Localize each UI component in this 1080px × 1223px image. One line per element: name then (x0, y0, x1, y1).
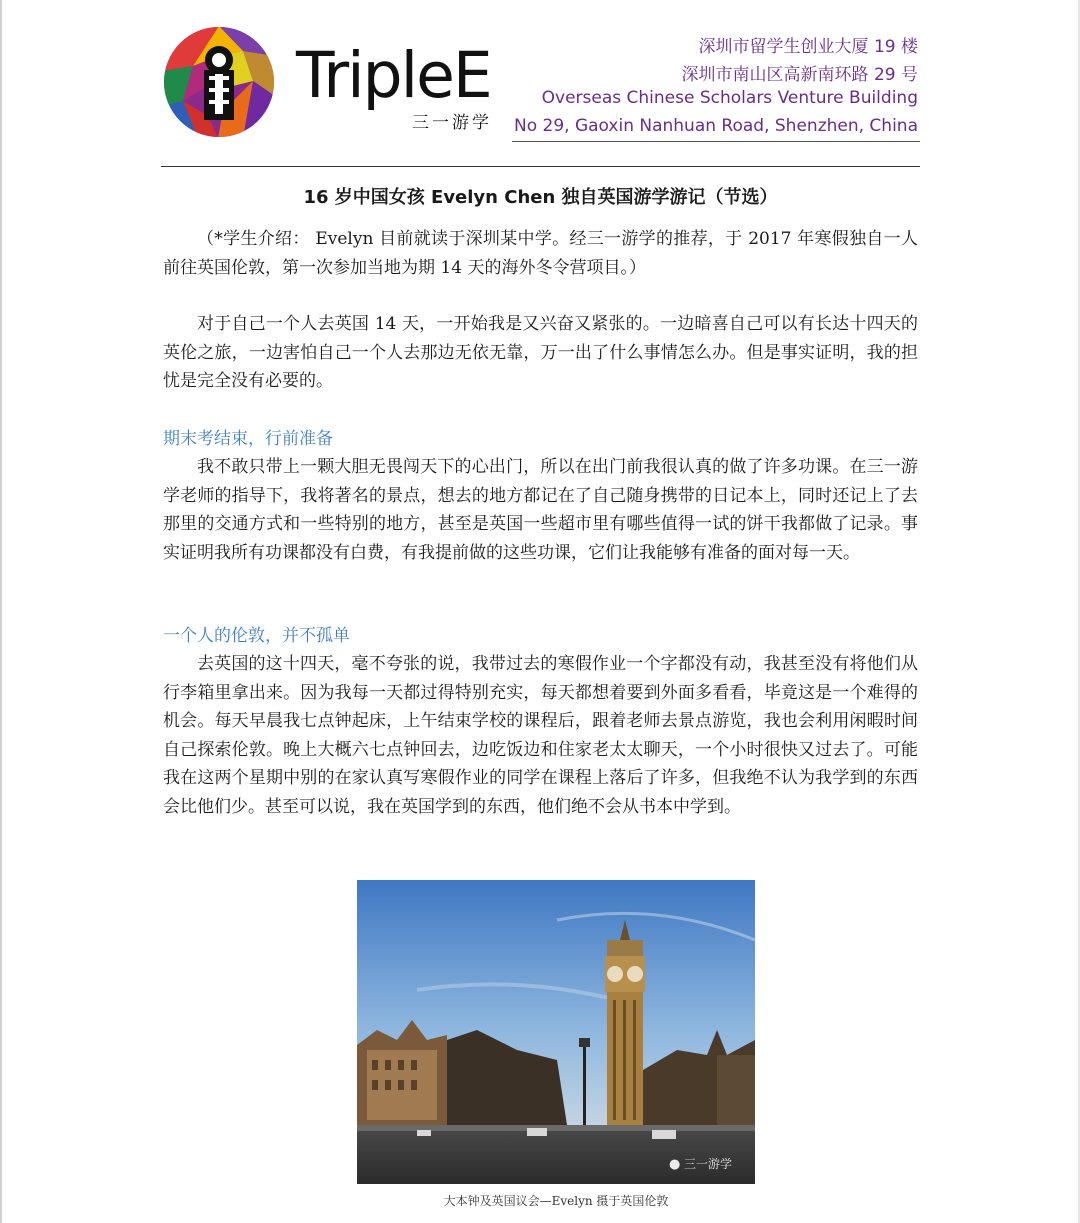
paragraph: 去英国的这十四天，毫不夸张的说，我带过去的寒假作业一个字都没有动，我甚至没有将他们从行李箱里拿出来。因为我每一天都过得特别充实，每天都想着要到外面多看看，毕竟这是一个难得的机会。每天早晨我七点钟起床，上午结束学校的课程后，跟着老师去景点游览，我也会利用闲暇时间自己探索伦敦。晚上大概六七点钟回去，边吃饭边和住家老太太聊天，一个小时很快又过去了。可能我在这两个星期中别的在家认真写寒假作业的同学在课程上落后了许多，但我绝不认为我学到的东西会比他们少。甚至可以说，我在英国学到的东西，他们绝不会从书本中学到。 (163, 654, 918, 817)
paragraph: 对于自己一个人去英国 14 天，一开始我是又兴奋又紧张的。一边暗喜自己可以有长达十四天的英伦之旅，一边害怕自己一个人去那边无依无靠，万一出了什么事情怎么办。但是事实证明，我的担忧是完全没有必要的。 (163, 314, 918, 391)
address-line: 深圳市留学生创业大厦 19 楼 (698, 37, 918, 57)
paragraph: 我不敢只带上一颗大胆无畏闯天下的心出门，所以在出门前我很认真的做了许多功课。在三一游学老师的指导下，我将著名的景点，想去的地方都记在了自己随身携带的日记本上，同时还记上了去那里的交通方式和一些特别的地方，甚至是英国一些超市里有哪些值得一试的饼干我都做了记录。事实证明我所有功课都没有白费，有我提前做的这些功课，它们让我能够有准备的面对每一天。 (163, 457, 918, 563)
address-line: Overseas Chinese Scholars Venture Building (541, 88, 918, 108)
triplee-logo (163, 26, 275, 138)
header-divider (161, 166, 920, 167)
student-intro: （*学生介绍： Evelyn 目前就读于深圳某中学。经三一游学的推荐，于 2017 年寒假独自一人前往英国伦敦，第一次参加当地为期 14 天的海外冬令营项目。） (163, 229, 918, 278)
address-divider (512, 141, 920, 142)
address-line: 深圳市南山区高新南环路 29 号 (681, 65, 918, 85)
address-line: No 29, Gaoxin Nanhuan Road, Shenzhen, China (513, 116, 918, 136)
svg-text:●: ● (669, 1157, 681, 1172)
brand-name: TripleE (296, 39, 491, 112)
section-heading: 期末考结束，行前准备 (163, 429, 333, 449)
big-ben-photo (357, 880, 755, 1184)
photo-caption: 大本钟及英国议会—Evelyn 摄于英国伦敦 (443, 1194, 669, 1208)
photo-watermark: 三一游学 (684, 1157, 733, 1171)
page-edge (0, 0, 2, 1223)
brand-subtitle: 三一游学 (412, 113, 492, 133)
section-heading: 一个人的伦敦，并不孤单 (163, 626, 350, 646)
article-title: 16 岁中国女孩 Evelyn Chen 独自英国游学游记（节选） (303, 187, 778, 208)
